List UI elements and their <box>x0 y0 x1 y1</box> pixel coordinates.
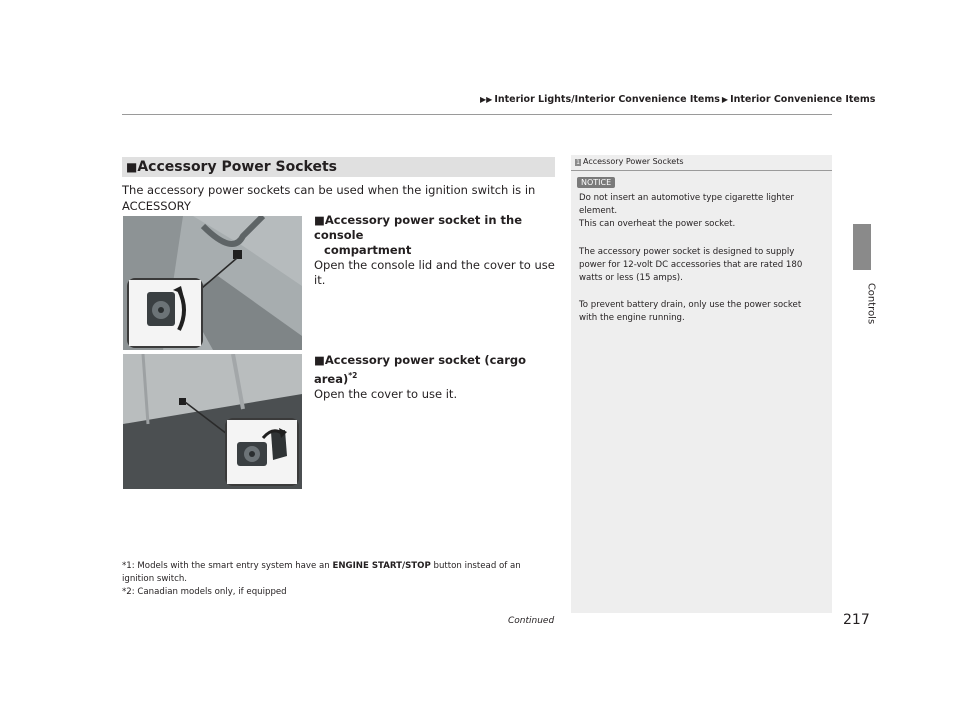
cargo-heading <box>314 353 564 387</box>
breadcrumb-part-1[interactable]: Interior Lights/Interior Convenience Items <box>494 94 720 105</box>
triangle-right-icon: ▶ <box>721 95 729 104</box>
footnote-1 <box>122 560 562 573</box>
footnote-2: *2: Canadian models only, if equipped <box>122 587 287 597</box>
notes-line: This can overheat the power socket. <box>579 219 736 229</box>
notes-rule <box>571 170 832 171</box>
notes-line: with the engine running. <box>579 313 685 323</box>
power-socket-icon <box>129 280 201 346</box>
notes-line: The accessory power socket is designed to supply <box>579 247 795 257</box>
console-instruction: Open the console lid and the cover to use it. <box>314 258 555 287</box>
console-socket-inset <box>127 278 203 348</box>
notice-paragraph <box>579 192 827 231</box>
notes-title <box>575 157 684 166</box>
notes-line: Do not insert an automotive type cigarette lighter <box>579 193 794 203</box>
intro-text: The accessory power sockets can be used when the ignition switch is in ACCESSORY <box>122 183 536 213</box>
power-socket-icon <box>227 420 297 484</box>
notes-line: power for 12-volt DC accessories that are rated 180 <box>579 260 803 270</box>
console-heading-line-1: ■Accessory power socket in the console <box>314 213 523 242</box>
notice-badge: NOTICE <box>577 177 615 188</box>
header-rule <box>122 114 832 115</box>
console-socket-photo <box>123 216 302 350</box>
section-title <box>126 159 337 175</box>
cargo-subsection <box>314 353 564 402</box>
note-marker-icon: 1 <box>576 159 580 166</box>
cargo-instruction: Open the cover to use it. <box>314 386 458 401</box>
section-marker: ■ <box>126 160 138 174</box>
footnotes <box>122 560 562 599</box>
notes-title-text: Accessory Power Sockets <box>583 157 684 166</box>
cargo-socket-inset <box>225 418 299 486</box>
footnote-ref-2[interactable]: *2 <box>348 371 358 380</box>
notes-line: element. <box>579 206 618 216</box>
console-heading <box>314 213 564 258</box>
footnote-1-text: *1: Models with the smart entry system have an <box>122 561 330 571</box>
console-subsection <box>314 213 564 288</box>
breadcrumb-part-2[interactable]: Interior Convenience Items <box>730 94 876 105</box>
triangle-right-icon: ▶▶ <box>480 95 493 104</box>
section-title-text: Accessory Power Sockets <box>137 159 338 175</box>
side-tab-label[interactable]: Controls <box>865 282 877 325</box>
side-tab-marker <box>853 224 871 270</box>
page-number: 217 <box>843 612 870 628</box>
engine-start-stop-label: ENGINE START/STOP <box>332 561 431 571</box>
breadcrumb <box>478 94 875 105</box>
notes-line: watts or less (15 amps). <box>579 273 683 283</box>
notes-line: To prevent battery drain, only use the power socket <box>579 300 802 310</box>
continued-label: Continued <box>508 616 555 626</box>
cargo-heading-text: ■Accessory power socket (cargo area) <box>314 353 527 386</box>
power-rating-paragraph <box>579 246 827 285</box>
footnote-1-text-after: button instead of an <box>433 561 521 571</box>
cargo-socket-photo <box>123 354 302 489</box>
battery-paragraph <box>579 299 827 325</box>
console-heading-line-2: compartment <box>324 243 412 257</box>
footnote-1-line-2: ignition switch. <box>122 574 188 584</box>
